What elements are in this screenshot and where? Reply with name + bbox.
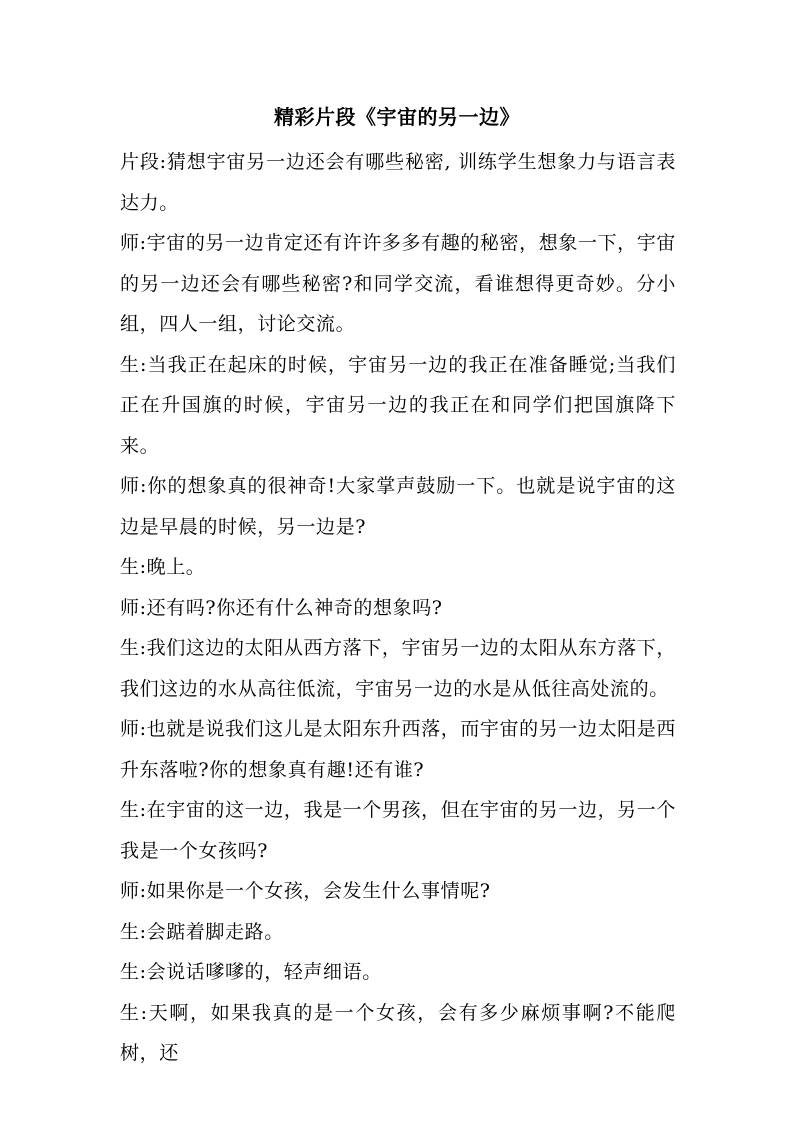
paragraph-student-2: 生:晚上。 [120,556,206,578]
document-body [120,142,676,1074]
paragraph-student-7: 生:天啊，如果我真的是一个女孩，会有多少麻烦事啊?不能爬树，还 [120,1001,676,1064]
paragraph-student-4: 生:在宇宙的这一边，我是一个男孩，但在宇宙的另一边，另一个我是一个女孩吗? [120,799,676,862]
paragraph-teacher-2: 师:你的想象真的很神奇!大家掌声鼓励一下。也就是说宇宙的这边是早晨的时候，另一边是? [120,475,676,538]
paragraph-student-1: 生:当我正在起床的时候，宇宙另一边的我正在准备睡觉;当我们正在升国旗的时候，宇宙另一边的我正在和同学们把国旗降下来。 [120,353,676,457]
paragraph-student-3: 生:我们这边的太阳从西方落下，宇宙另一边的太阳从东方落下，我们这边的水从高往低流，宇宙另一边的水是从低往高处流的。 [120,637,676,700]
paragraph-teacher-5: 师:如果你是一个女孩，会发生什么事情呢? [120,880,491,902]
paragraph-teacher-3: 师:还有吗?你还有什么神奇的想象吗? [120,596,443,619]
paragraph-intro: 片段:猜想宇宙另一边还会有哪些秘密, 训练学生想象力与语言表达力。 [120,151,676,214]
document-title: 精彩片段《宇宙的另一边》 [274,105,520,129]
paragraph-teacher-1: 师:宇宙的另一边肯定还有许许多多有趣的秘密，想象一下，宇宙的另一边还会有哪些秘密?和同学交流，看谁想得更奇妙。分小组，四人一组，讨论交流。 [120,232,676,335]
paragraph-teacher-4: 师:也就是说我们这儿是太阳东升西落，而宇宙的另一边太阳是西升东落啦?你的想象真有趣!还有谁? [120,718,676,781]
paragraph-student-6: 生:会说话嗲嗲的，轻声细语。 [120,961,382,983]
paragraph-student-5: 生:会踮着脚走路。 [120,920,284,943]
